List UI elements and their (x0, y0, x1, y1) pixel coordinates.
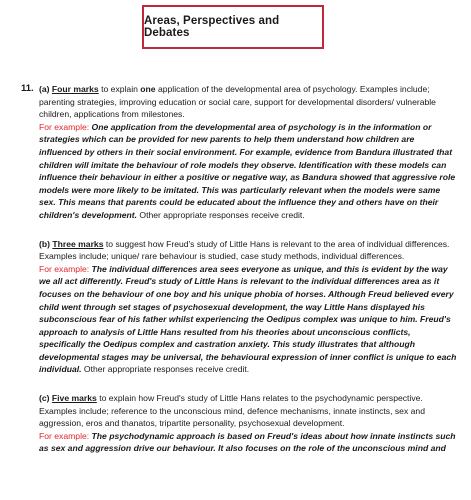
part-c-marks: Five marks (51, 393, 97, 404)
question-11 (22, 83, 458, 222)
part-b (39, 238, 458, 377)
part-c (39, 392, 458, 455)
part-a (39, 83, 458, 222)
page-title: Areas, Perspectives and Debates (144, 15, 280, 39)
part-a-example-label: For example: (39, 121, 90, 132)
part-a-marks: Four marks (51, 84, 99, 94)
part-a-intro: to explain (98, 84, 141, 94)
part-c-label: (c) (39, 393, 50, 404)
part-b-credit: Other appropriate responses receive credit. (81, 364, 250, 375)
part-a-intro-rest: application of the developmental area of psychology. Examples include; parenting strategies, improving education or social care, support for developmental disorders/ vulnerable children, applications from milestones. (39, 84, 436, 120)
part-a-credit: Other appropriate responses receive credit. (137, 209, 305, 220)
question-number: 11. (21, 83, 34, 94)
part-c-example-text: The psychodynamic approach is based on Freud's ideas about how innate instincts such as sex and aggression drive our behaviour. It also focuses on the role of the unconscious mind and (39, 430, 456, 454)
part-b-example-text: The individual differences area sees everyone as unique, and this is evident by the way we all act differently. Freud's study of Little Hans is relevant to the individual differences area as it focuses on the behaviour of one boy and his unique phobia of horses. Although Freud believed every child went through set stages of psychosexual development, the way Little Hans displayed his subconscious fear of his father whilst experiencing the Oedipus complex was unique to him. Freud's approach to analysis of Little Hans resulted from his theories about unconscious conflicts, specifically the Oedipus complex and castration anxiety. This study illustrates that although developmental stages may be universal, the behavioural expression of inner conflict is unique to each individual. (39, 263, 457, 375)
title-box (142, 5, 324, 49)
part-b-label: (b) (39, 238, 50, 249)
part-a-intro-bold: one (140, 84, 156, 94)
part-b-marks: Three marks (52, 238, 104, 249)
part-c-intro: to explain how Freud's study of Little Hans relates to the psychodynamic perspective. Examples include; reference to the unconscious mind, defence mechanisms, innate instincts, sex and aggression, eros and thanatos, tripartite personality, psychosexual development. (39, 393, 425, 429)
part-b-example-label: For example: (39, 263, 90, 274)
part-b-intro: to suggest how Freud's study of Little Hans is relevant to the area of individual differences. Examples include; unique/ rare behaviour is studied, case study methods, individual differences. (39, 238, 450, 262)
question-body (39, 83, 458, 222)
part-c-example-label: For example: (39, 430, 90, 441)
part-a-label: (a) (39, 84, 50, 94)
mark-scheme-content (22, 83, 458, 455)
part-a-example-text: One application from the developmental area of psychology is in the information or strategies which can be provided for new parents to help them understand how children are influenced by others in their social environment. For example, evidence from Bandura illustrated that children will imitate the behaviour of role models they observe. Identification with these models can influence their behaviour in either a positive or negative way, as Bandura showed that aggressive role models were more likely to be imitated. This was particularly relevant when the models were same sex. This means that parents could be educated about the influence they and others have on their children's development. (39, 121, 456, 220)
